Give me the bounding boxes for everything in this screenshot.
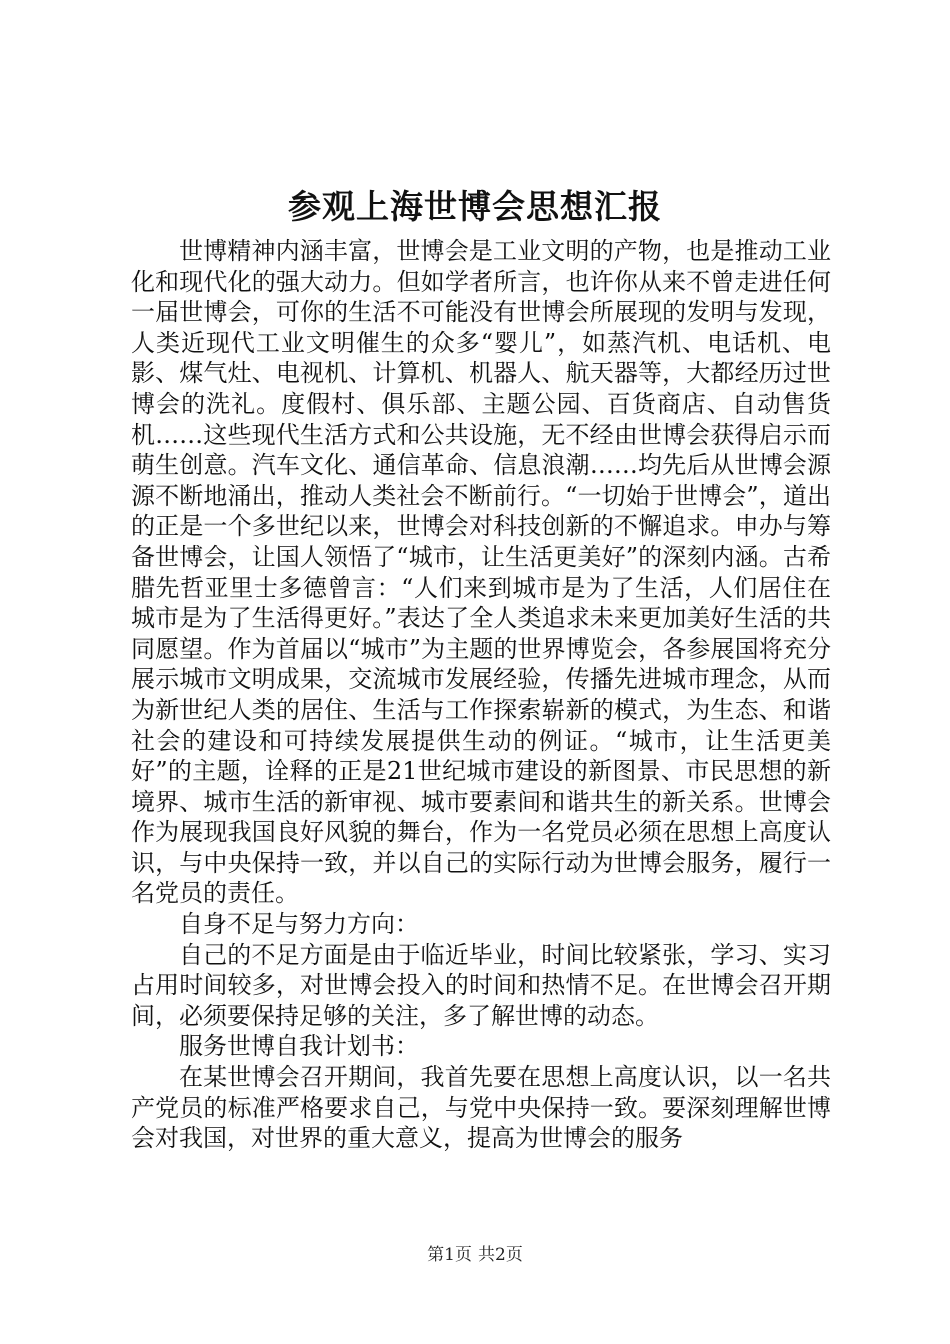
paragraph-intro: 世博精神内涵丰富，世博会是工业文明的产物，也是推动工业化和现代化的强大动力。但如学者所言，也许你从来不曾走进任何一届世博会，可你的生活不可能没有世博会所展现的发明与发现，人类近现代工业文明催生的众多“婴儿”，如蒸汽机、电话机、电影、煤气灶、电视机、计算机、机器人、航天器等，大都经历过世博会的洗礼。度假村、俱乐部、主题公园、百货商店、自动售货机……这些现代生活方式和公共设施，无不经由世博会获得启示而萌生创意。汽车文化、通信革命、信息浪潮……均先后从世博会源源不断地涌出，推动人类社会不断前行。“一切始于世博会”，道出的正是一个多世纪以来，世博会对科技创新的不懈追求。申办与筹备世博会，让国人领悟了“城市，让生活更美好”的深刻内涵。古希腊先哲亚里士多德曾言：“人们来到城市是为了生活，人们居住在城市是为了生活得更好。”表达了全人类追求未来更加美好生活的共同愿望。作为首届以“城市”为主题的世界博览会，各参展国将充分展示城市文明成果，交流城市发展经验，传播先进城市理念，从而为新世纪人类的居住、生活与工作探索崭新的模式，为生态、和谐社会的建设和可持续发展提供生动的例证。“城市，让生活更美好”的主题，诠释的正是21世纪城市建设的新图景、市民思想的新境界、城市生活的新审视、城市要素间和谐共生的新关系。世博会作为展现我国良好风貌的舞台，作为一名党员必须在思想上高度认识，与中央保持一致，并以自己的实际行动为世博会服务，履行一名党员的责任。 (131, 237, 831, 908)
page-footer (0, 1243, 950, 1267)
heading-shortcomings: 自身不足与努力方向： (179, 910, 419, 939)
document-body (131, 236, 831, 1154)
paragraph-shortcomings: 自己的不足方面是由于临近毕业，时间比较紧张，学习、实习占用时间较多，对世博会投入的时间和热情不足。在世博会召开期间，必须要保持足够的关注，多了解世博的动态。 (131, 940, 831, 1030)
heading-service-plan: 服务世博自我计划书： (179, 1032, 419, 1061)
document-title: 参观上海世博会思想汇报 (288, 187, 662, 226)
paragraph-service-plan: 在某世博会召开期间，我首先要在思想上高度认识，以一名共产党员的标准严格要求自己，与党中央保持一致。要深刻理解世博会对我国，对世界的重大意义，提高为世博会的服务 (131, 1063, 831, 1153)
page-total: 共2页 (478, 1245, 523, 1265)
page-number: 第1页 (427, 1245, 472, 1265)
